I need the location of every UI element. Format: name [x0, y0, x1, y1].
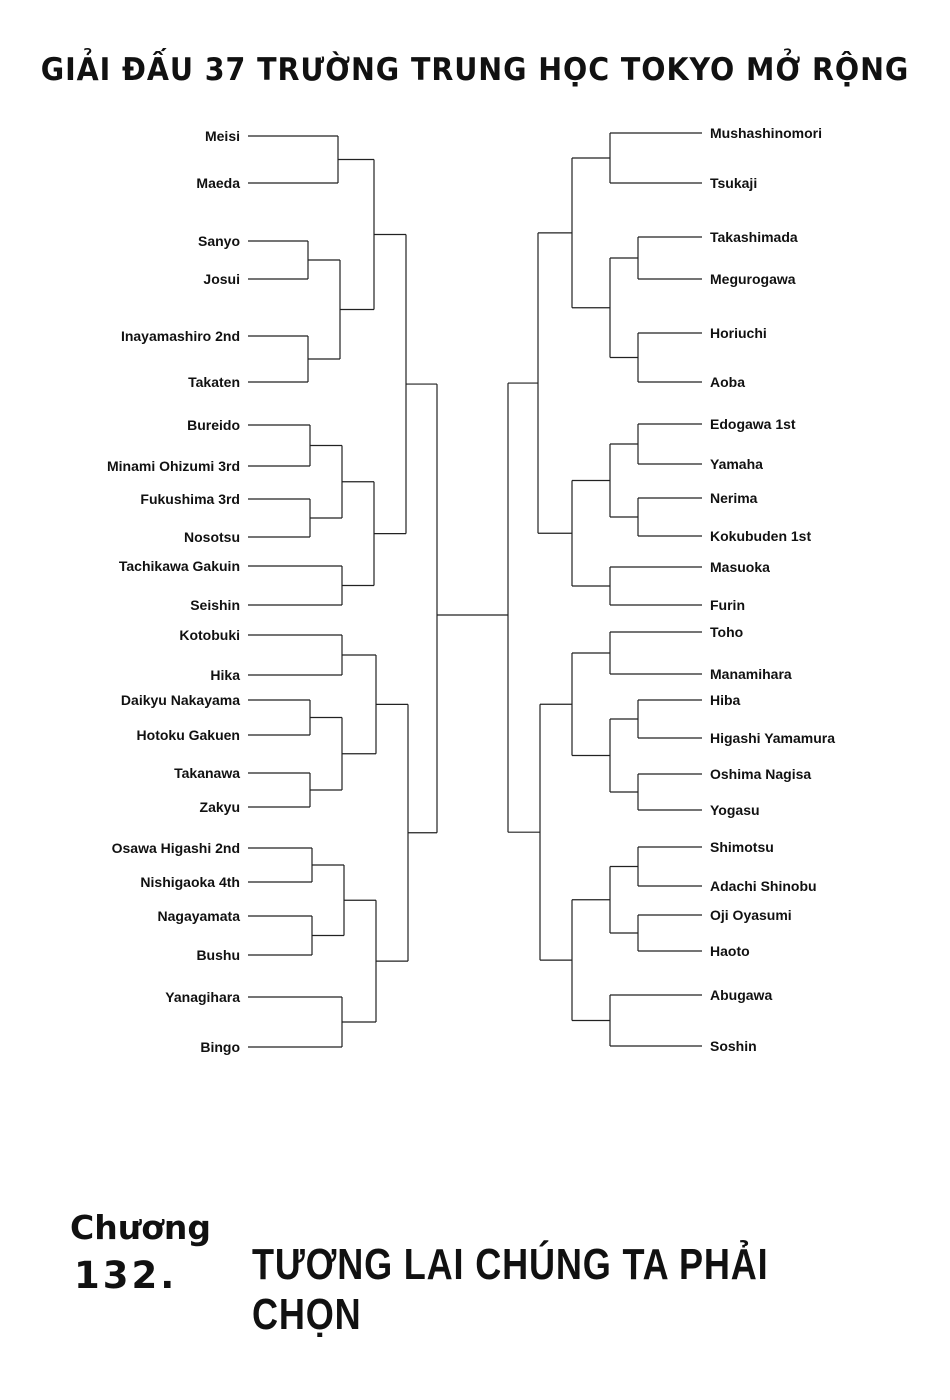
team-label: Seishin — [190, 597, 240, 613]
team-label: Nerima — [710, 490, 758, 506]
team-label: Meisi — [204, 128, 240, 144]
chapter-number: 132. — [74, 1254, 178, 1297]
team-label: Nagayamata — [157, 908, 240, 924]
team-label: Kokubuden 1st — [710, 528, 812, 544]
team-label: Hika — [210, 667, 240, 683]
team-label: Abugawa — [710, 987, 773, 1003]
team-label: Josui — [203, 271, 240, 287]
team-label: Higashi Yamamura — [710, 730, 836, 746]
team-label: Minami Ohizumi 3rd — [106, 458, 240, 474]
team-label: Bingo — [200, 1039, 240, 1055]
team-label: Furin — [710, 597, 745, 613]
chapter-title: TƯƠNG LAI CHÚNG TA PHẢI CHỌN — [252, 1240, 769, 1339]
team-label: Adachi Shinobu — [710, 878, 817, 894]
team-label: Manamihara — [710, 666, 792, 682]
team-label: Zakyu — [199, 799, 240, 815]
team-label: Hotoku Gakuen — [136, 727, 240, 743]
team-label: Soshin — [710, 1038, 757, 1054]
team-label: Maeda — [196, 175, 240, 191]
team-label: Oji Oyasumi — [710, 907, 792, 923]
team-label: Sanyo — [197, 233, 240, 249]
tournament-title: GIẢI ĐẤU 37 TRƯỜNG TRUNG HỌC TOKYO MỞ RỘNG — [40, 52, 910, 88]
team-label: Tsukaji — [710, 175, 758, 191]
team-label: Shimotsu — [710, 839, 774, 855]
team-label: Oshima Nagisa — [710, 766, 812, 782]
team-label: Takanawa — [174, 765, 240, 781]
team-label: Aoba — [710, 374, 745, 390]
team-label: Nosotsu — [184, 529, 240, 545]
team-label: Bureido — [187, 417, 240, 433]
team-label: Takaten — [188, 374, 240, 390]
team-label: Haoto — [710, 943, 750, 959]
team-label: Inayamashiro 2nd — [120, 328, 240, 344]
team-label: Mushashinomori — [710, 125, 823, 141]
team-label: Yogasu — [710, 802, 760, 818]
team-label: Fukushima 3rd — [140, 491, 240, 507]
team-label: Megurogawa — [710, 271, 796, 287]
team-label: Horiuchi — [710, 325, 767, 341]
team-label: Kotobuki — [179, 627, 240, 643]
team-label: Yanagihara — [165, 989, 240, 1005]
team-label: Yamaha — [710, 456, 763, 472]
team-label: Masuoka — [710, 559, 770, 575]
team-label: Edogawa 1st — [710, 416, 796, 432]
team-label: Daikyu Nakayama — [120, 692, 240, 708]
chapter-label: Chương — [70, 1208, 211, 1247]
team-label: Bushu — [196, 947, 240, 963]
team-label: Toho — [710, 624, 744, 640]
team-label: Takashimada — [710, 229, 798, 245]
team-label: Tachikawa Gakuin — [118, 558, 240, 574]
team-label: Nishigaoka 4th — [140, 874, 240, 890]
team-label: Osawa Higashi 2nd — [111, 840, 240, 856]
team-label: Hiba — [710, 692, 741, 708]
